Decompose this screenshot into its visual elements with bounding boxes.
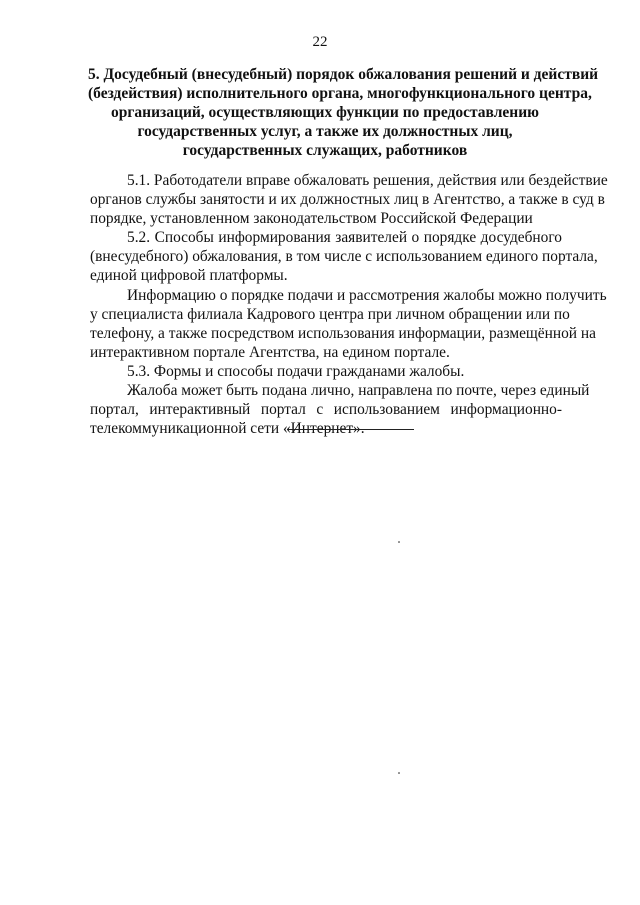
text-line: телекоммуникационной сети «Интернет». (90, 420, 365, 438)
heading-line: государственных служащих, работников (182, 142, 468, 159)
paragraph-5-3 (90, 362, 562, 381)
heading-line: (бездействия) исполнительного органа, многофункционального центра, (88, 85, 592, 102)
text-line: Жалоба может быть подана лично, направлена по почте, через единый (127, 382, 590, 400)
text-line: 5.1. Работодатели вправе обжаловать решения, действия или бездействие (127, 172, 608, 189)
text-line: телефону, а также посредством использования информации, размещённой на (90, 324, 596, 342)
text-line: 5.3. Формы и способы подачи гражданами жалобы. (127, 362, 465, 380)
heading-line: 5. Досудебный (внесудебный) порядок обжалования решений и действий (88, 66, 599, 83)
text-line: единой цифровой платформы. (90, 267, 288, 285)
paragraph-5-1 (90, 171, 608, 228)
scan-speck (398, 772, 400, 774)
document-body (90, 171, 608, 438)
heading-line: организаций, осуществляющих функции по предоставлению (111, 104, 539, 121)
heading-line: государственных услуг, а также их должностных лиц, (137, 123, 513, 140)
text-line: порядке, установленном законодательством Российской Федерации (90, 210, 533, 228)
text-line: портал, интерактивный портал с использованием информационно- (90, 401, 562, 419)
text-line: 5.2. Способы информирования заявителей о порядке досудебного (127, 229, 562, 247)
paragraph-info (90, 286, 607, 362)
paragraph-5-2 (90, 228, 598, 285)
section-heading (88, 65, 599, 160)
page-number: 22 (312, 34, 328, 50)
text-line: у специалиста филиала Кадрового центра при личном обращении или по (90, 305, 570, 323)
text-line: (внесудебного) обжалования, в том числе с использованием единого портала, (90, 248, 598, 266)
text-line: органов службы занятости и их должностных лиц в Агентство, а также в суд в (90, 191, 605, 209)
scan-speck (398, 541, 400, 543)
text-line: интерактивном портале Агентства, на едином портале. (90, 343, 450, 361)
text-line: Информацию о порядке подачи и рассмотрения жалобы можно получить (127, 286, 607, 304)
closing-divider (287, 429, 414, 430)
